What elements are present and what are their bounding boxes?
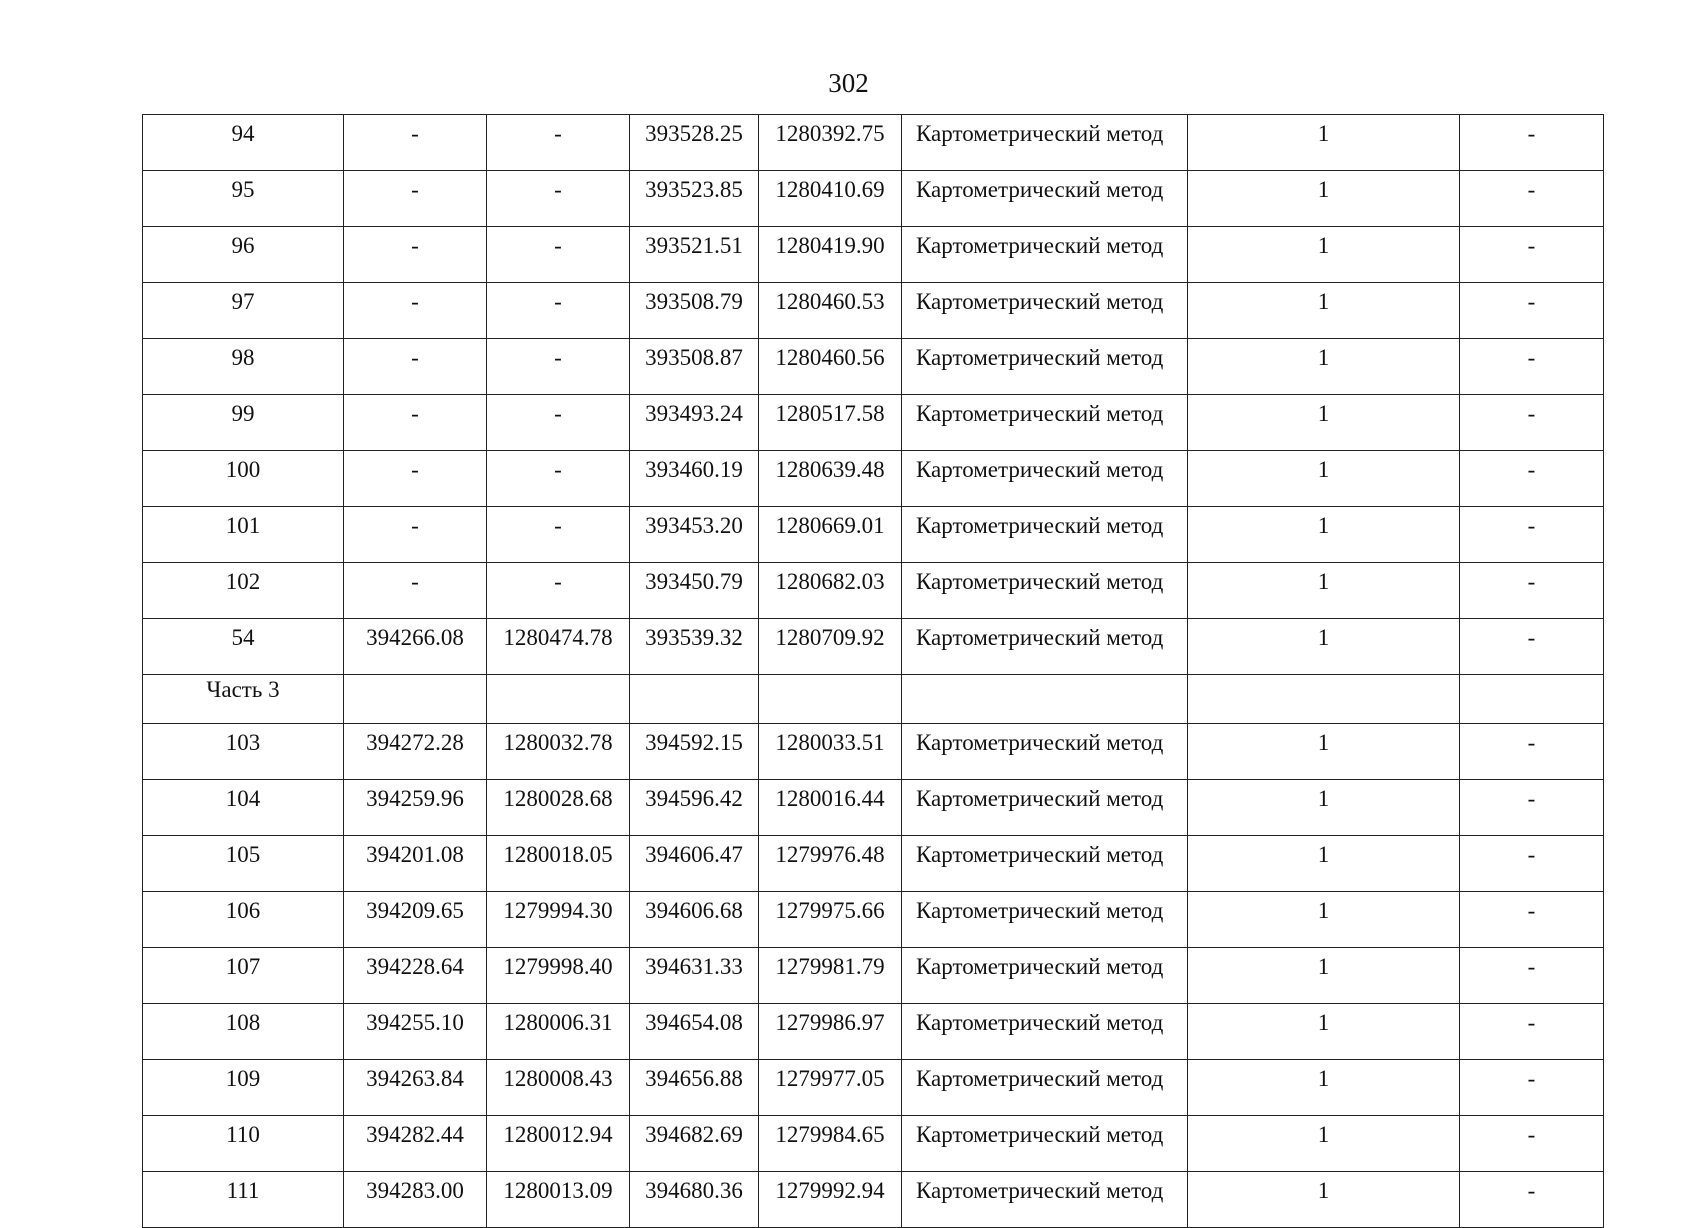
method-cell: Картометрический метод bbox=[902, 836, 1188, 892]
refined-x-cell: 393528.25 bbox=[630, 115, 759, 171]
accuracy-cell: 1 bbox=[1188, 836, 1460, 892]
method-cell: Картометрический метод bbox=[902, 1172, 1188, 1228]
existing-y-cell: - bbox=[487, 507, 630, 563]
accuracy-cell: 1 bbox=[1188, 115, 1460, 171]
existing-x-cell: - bbox=[344, 339, 487, 395]
refined-x-cell: 393453.20 bbox=[630, 507, 759, 563]
existing-y-cell: - bbox=[487, 227, 630, 283]
point-number-cell: 98 bbox=[143, 339, 344, 395]
existing-x-cell: - bbox=[344, 227, 487, 283]
table-row bbox=[143, 115, 1604, 171]
note-cell: - bbox=[1460, 339, 1604, 395]
refined-x-cell: 394606.68 bbox=[630, 892, 759, 948]
table-body bbox=[143, 115, 1604, 1228]
existing-x-cell: 394255.10 bbox=[344, 1004, 487, 1060]
existing-x-cell: - bbox=[344, 451, 487, 507]
note-cell: - bbox=[1460, 619, 1604, 675]
method-cell: Картометрический метод bbox=[902, 892, 1188, 948]
refined-x-cell: 394682.69 bbox=[630, 1116, 759, 1172]
note-cell: - bbox=[1460, 1060, 1604, 1116]
table-row bbox=[143, 724, 1604, 780]
accuracy-cell: 1 bbox=[1188, 507, 1460, 563]
method-cell: Картометрический метод bbox=[902, 227, 1188, 283]
method-cell: Картометрический метод bbox=[902, 339, 1188, 395]
refined-y-cell: 1280392.75 bbox=[759, 115, 902, 171]
note-cell: - bbox=[1460, 395, 1604, 451]
note-cell: - bbox=[1460, 115, 1604, 171]
existing-x-cell: 394266.08 bbox=[344, 619, 487, 675]
refined-x-cell: 394654.08 bbox=[630, 1004, 759, 1060]
refined-x-cell: 393523.85 bbox=[630, 171, 759, 227]
existing-y-cell: 1280018.05 bbox=[487, 836, 630, 892]
accuracy-cell: 1 bbox=[1188, 339, 1460, 395]
existing-x-cell: 394201.08 bbox=[344, 836, 487, 892]
coordinates-table bbox=[142, 114, 1604, 1228]
existing-x-cell: - bbox=[344, 395, 487, 451]
refined-y-cell: 1280016.44 bbox=[759, 780, 902, 836]
method-cell: Картометрический метод bbox=[902, 619, 1188, 675]
accuracy-cell: 1 bbox=[1188, 1060, 1460, 1116]
existing-x-cell: 394272.28 bbox=[344, 724, 487, 780]
accuracy-cell: 1 bbox=[1188, 619, 1460, 675]
accuracy-cell: 1 bbox=[1188, 395, 1460, 451]
method-cell: Картометрический метод bbox=[902, 451, 1188, 507]
note-cell: - bbox=[1460, 724, 1604, 780]
refined-y-cell: 1279977.05 bbox=[759, 1060, 902, 1116]
existing-y-cell: - bbox=[487, 451, 630, 507]
refined-x-cell: 394631.33 bbox=[630, 948, 759, 1004]
refined-x-cell: 394592.15 bbox=[630, 724, 759, 780]
accuracy-cell: 1 bbox=[1188, 451, 1460, 507]
refined-x-cell: 393508.87 bbox=[630, 339, 759, 395]
refined-y-cell: 1280517.58 bbox=[759, 395, 902, 451]
existing-x-cell: - bbox=[344, 115, 487, 171]
note-cell: - bbox=[1460, 1172, 1604, 1228]
accuracy-cell: 1 bbox=[1188, 780, 1460, 836]
existing-y-cell: 1279998.40 bbox=[487, 948, 630, 1004]
note-cell: - bbox=[1460, 171, 1604, 227]
accuracy-cell: 1 bbox=[1188, 724, 1460, 780]
note-cell: - bbox=[1460, 563, 1604, 619]
refined-x-cell: 394606.47 bbox=[630, 836, 759, 892]
table-row bbox=[143, 507, 1604, 563]
point-number-cell: 54 bbox=[143, 619, 344, 675]
page-number: 302 bbox=[828, 68, 869, 98]
table-row bbox=[143, 1004, 1604, 1060]
section-label: Часть 3 bbox=[143, 675, 344, 724]
table-row bbox=[143, 451, 1604, 507]
empty-cell bbox=[630, 675, 759, 724]
method-cell: Картометрический метод bbox=[902, 115, 1188, 171]
empty-cell bbox=[344, 675, 487, 724]
existing-x-cell: 394283.00 bbox=[344, 1172, 487, 1228]
refined-y-cell: 1279981.79 bbox=[759, 948, 902, 1004]
refined-x-cell: 393508.79 bbox=[630, 283, 759, 339]
existing-x-cell: 394259.96 bbox=[344, 780, 487, 836]
empty-cell bbox=[1188, 675, 1460, 724]
point-number-cell: 101 bbox=[143, 507, 344, 563]
refined-x-cell: 393521.51 bbox=[630, 227, 759, 283]
note-cell: - bbox=[1460, 451, 1604, 507]
point-number-cell: 106 bbox=[143, 892, 344, 948]
refined-y-cell: 1280682.03 bbox=[759, 563, 902, 619]
point-number-cell: 95 bbox=[143, 171, 344, 227]
table-row bbox=[143, 339, 1604, 395]
note-cell: - bbox=[1460, 1116, 1604, 1172]
refined-y-cell: 1280460.56 bbox=[759, 339, 902, 395]
note-cell: - bbox=[1460, 836, 1604, 892]
point-number-cell: 97 bbox=[143, 283, 344, 339]
accuracy-cell: 1 bbox=[1188, 283, 1460, 339]
refined-x-cell: 393493.24 bbox=[630, 395, 759, 451]
point-number-cell: 102 bbox=[143, 563, 344, 619]
method-cell: Картометрический метод bbox=[902, 171, 1188, 227]
note-cell: - bbox=[1460, 780, 1604, 836]
accuracy-cell: 1 bbox=[1188, 227, 1460, 283]
existing-y-cell: 1280012.94 bbox=[487, 1116, 630, 1172]
point-number-cell: 99 bbox=[143, 395, 344, 451]
point-number-cell: 100 bbox=[143, 451, 344, 507]
point-number-cell: 105 bbox=[143, 836, 344, 892]
table-row bbox=[143, 836, 1604, 892]
method-cell: Картометрический метод bbox=[902, 1004, 1188, 1060]
table-row bbox=[143, 948, 1604, 1004]
existing-x-cell: - bbox=[344, 563, 487, 619]
refined-y-cell: 1279984.65 bbox=[759, 1116, 902, 1172]
existing-y-cell: 1280032.78 bbox=[487, 724, 630, 780]
existing-x-cell: - bbox=[344, 283, 487, 339]
note-cell: - bbox=[1460, 1004, 1604, 1060]
refined-x-cell: 393539.32 bbox=[630, 619, 759, 675]
accuracy-cell: 1 bbox=[1188, 948, 1460, 1004]
table-row bbox=[143, 283, 1604, 339]
note-cell: - bbox=[1460, 948, 1604, 1004]
existing-y-cell: - bbox=[487, 339, 630, 395]
existing-x-cell: 394228.64 bbox=[344, 948, 487, 1004]
accuracy-cell: 1 bbox=[1188, 171, 1460, 227]
table-row bbox=[143, 171, 1604, 227]
existing-x-cell: 394263.84 bbox=[344, 1060, 487, 1116]
table-row bbox=[143, 563, 1604, 619]
method-cell: Картометрический метод bbox=[902, 563, 1188, 619]
accuracy-cell: 1 bbox=[1188, 563, 1460, 619]
existing-y-cell: 1280008.43 bbox=[487, 1060, 630, 1116]
existing-y-cell: - bbox=[487, 395, 630, 451]
existing-y-cell: 1280013.09 bbox=[487, 1172, 630, 1228]
empty-cell bbox=[902, 675, 1188, 724]
method-cell: Картометрический метод bbox=[902, 1060, 1188, 1116]
method-cell: Картометрический метод bbox=[902, 507, 1188, 563]
refined-y-cell: 1279976.48 bbox=[759, 836, 902, 892]
table-row bbox=[143, 1116, 1604, 1172]
method-cell: Картометрический метод bbox=[902, 780, 1188, 836]
accuracy-cell: 1 bbox=[1188, 1004, 1460, 1060]
point-number-cell: 109 bbox=[143, 1060, 344, 1116]
empty-cell bbox=[1460, 675, 1604, 724]
refined-y-cell: 1279992.94 bbox=[759, 1172, 902, 1228]
table-row bbox=[143, 395, 1604, 451]
existing-x-cell: 394209.65 bbox=[344, 892, 487, 948]
method-cell: Картометрический метод bbox=[902, 395, 1188, 451]
table-row bbox=[143, 1060, 1604, 1116]
section-row bbox=[143, 675, 1604, 724]
point-number-cell: 108 bbox=[143, 1004, 344, 1060]
existing-y-cell: 1280028.68 bbox=[487, 780, 630, 836]
point-number-cell: 104 bbox=[143, 780, 344, 836]
existing-y-cell: 1280006.31 bbox=[487, 1004, 630, 1060]
refined-y-cell: 1280639.48 bbox=[759, 451, 902, 507]
refined-x-cell: 394680.36 bbox=[630, 1172, 759, 1228]
note-cell: - bbox=[1460, 507, 1604, 563]
note-cell: - bbox=[1460, 227, 1604, 283]
method-cell: Картометрический метод bbox=[902, 948, 1188, 1004]
refined-y-cell: 1280460.53 bbox=[759, 283, 902, 339]
accuracy-cell: 1 bbox=[1188, 892, 1460, 948]
point-number-cell: 103 bbox=[143, 724, 344, 780]
method-cell: Картометрический метод bbox=[902, 1116, 1188, 1172]
existing-y-cell: - bbox=[487, 115, 630, 171]
empty-cell bbox=[759, 675, 902, 724]
note-cell: - bbox=[1460, 283, 1604, 339]
refined-x-cell: 393450.79 bbox=[630, 563, 759, 619]
refined-y-cell: 1280419.90 bbox=[759, 227, 902, 283]
method-cell: Картометрический метод bbox=[902, 724, 1188, 780]
table-row bbox=[143, 892, 1604, 948]
table-row bbox=[143, 227, 1604, 283]
refined-y-cell: 1279986.97 bbox=[759, 1004, 902, 1060]
existing-y-cell: 1279994.30 bbox=[487, 892, 630, 948]
refined-y-cell: 1280709.92 bbox=[759, 619, 902, 675]
point-number-cell: 107 bbox=[143, 948, 344, 1004]
existing-x-cell: - bbox=[344, 171, 487, 227]
point-number-cell: 111 bbox=[143, 1172, 344, 1228]
existing-y-cell: 1280474.78 bbox=[487, 619, 630, 675]
point-number-cell: 96 bbox=[143, 227, 344, 283]
method-cell: Картометрический метод bbox=[902, 283, 1188, 339]
table-row bbox=[143, 619, 1604, 675]
empty-cell bbox=[487, 675, 630, 724]
point-number-cell: 110 bbox=[143, 1116, 344, 1172]
existing-y-cell: - bbox=[487, 283, 630, 339]
refined-y-cell: 1280033.51 bbox=[759, 724, 902, 780]
point-number-cell: 94 bbox=[143, 115, 344, 171]
accuracy-cell: 1 bbox=[1188, 1172, 1460, 1228]
refined-x-cell: 394656.88 bbox=[630, 1060, 759, 1116]
table-row bbox=[143, 780, 1604, 836]
existing-y-cell: - bbox=[487, 171, 630, 227]
existing-y-cell: - bbox=[487, 563, 630, 619]
note-cell: - bbox=[1460, 892, 1604, 948]
existing-x-cell: 394282.44 bbox=[344, 1116, 487, 1172]
refined-x-cell: 393460.19 bbox=[630, 451, 759, 507]
accuracy-cell: 1 bbox=[1188, 1116, 1460, 1172]
refined-y-cell: 1279975.66 bbox=[759, 892, 902, 948]
refined-x-cell: 394596.42 bbox=[630, 780, 759, 836]
refined-y-cell: 1280410.69 bbox=[759, 171, 902, 227]
refined-y-cell: 1280669.01 bbox=[759, 507, 902, 563]
existing-x-cell: - bbox=[344, 507, 487, 563]
